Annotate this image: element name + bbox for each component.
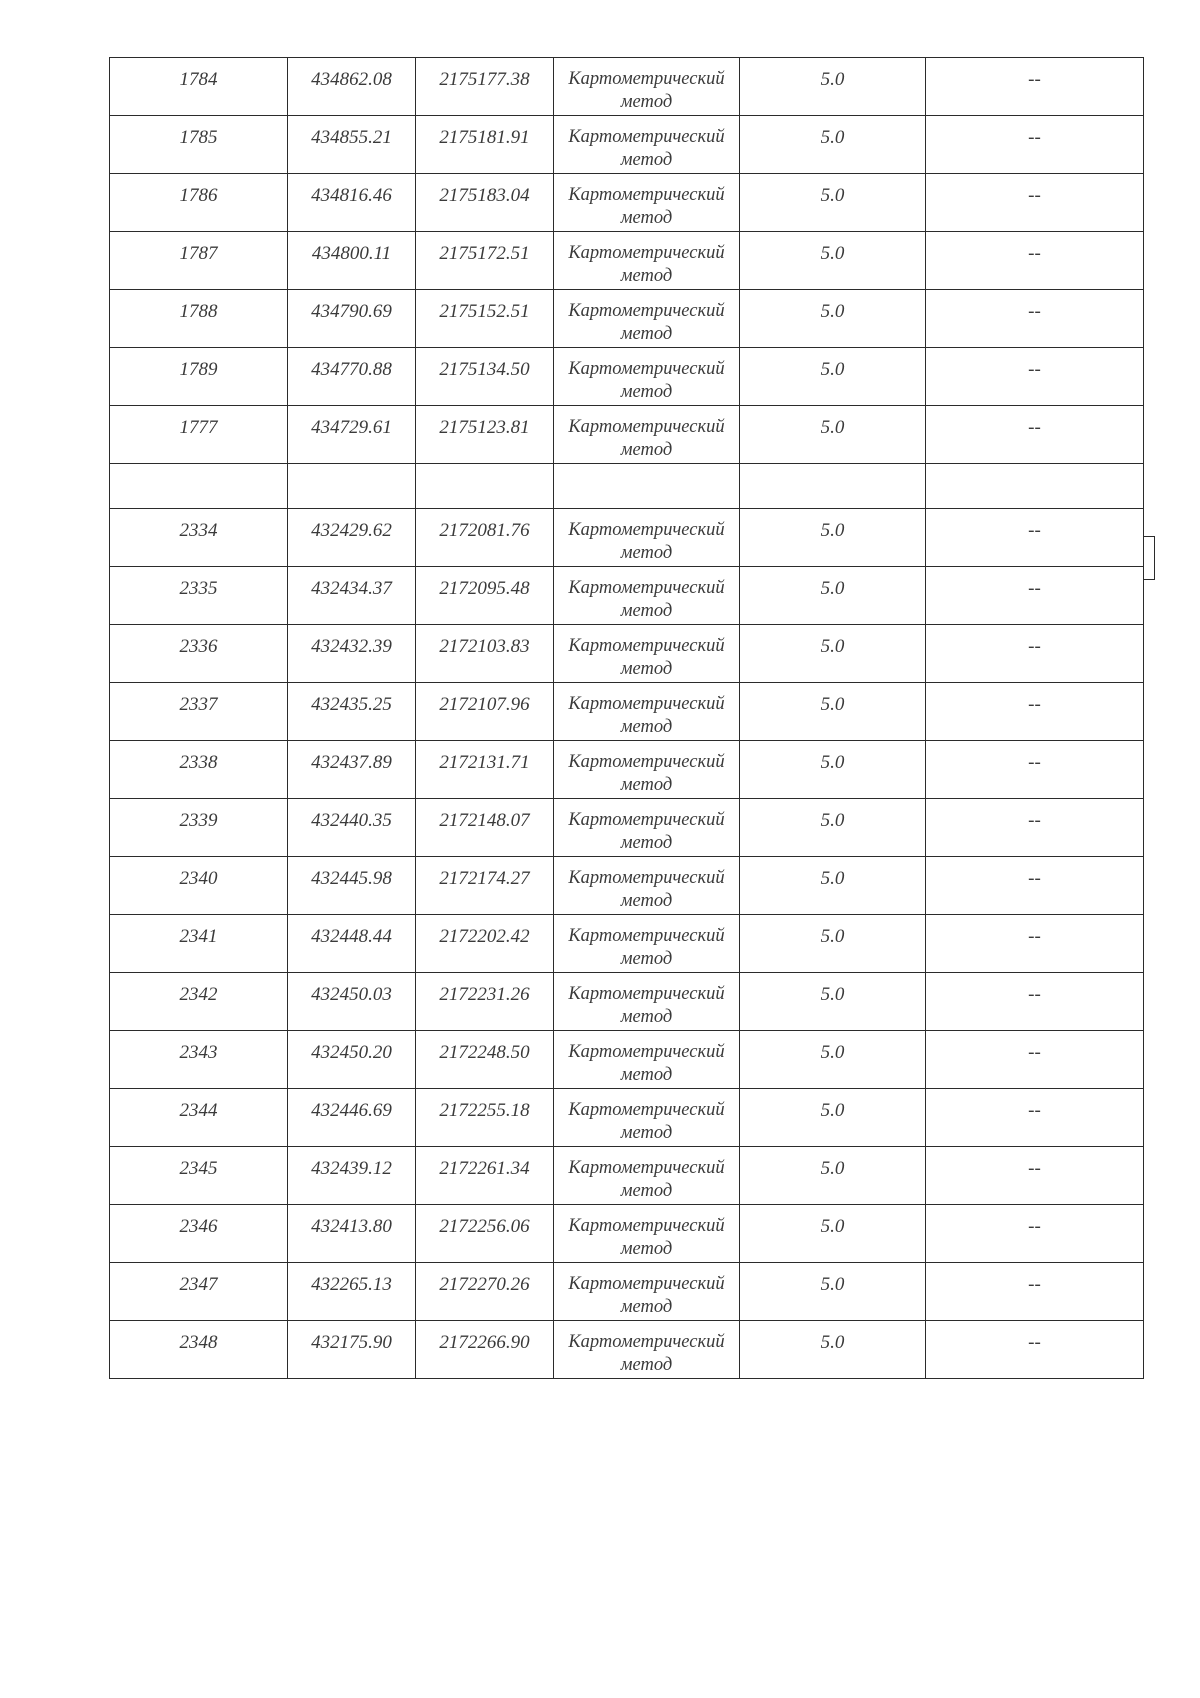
method-label-line2: метод xyxy=(620,833,673,853)
note-cell: -- xyxy=(926,509,1144,567)
point-number-cell: 2336 xyxy=(110,625,288,683)
accuracy-cell: 5.0 xyxy=(740,1147,926,1205)
table-edge-mark xyxy=(1143,536,1155,580)
table-row xyxy=(110,1321,1144,1379)
note-cell: -- xyxy=(926,915,1144,973)
method-label-line1: Картометрический xyxy=(568,69,725,89)
y-coordinate-cell: 2172255.18 xyxy=(416,1089,554,1147)
note-cell: -- xyxy=(926,1089,1144,1147)
method-cell xyxy=(554,232,740,290)
method-label-line2: метод xyxy=(620,92,673,112)
table-row xyxy=(110,58,1144,116)
point-number-cell: 2343 xyxy=(110,1031,288,1089)
table-row xyxy=(110,290,1144,348)
note-cell: -- xyxy=(926,116,1144,174)
method-label-line2: метод xyxy=(620,1123,673,1143)
method-cell xyxy=(554,406,740,464)
x-coordinate-cell: 432435.25 xyxy=(288,683,416,741)
method-label-line2: метод xyxy=(620,601,673,621)
accuracy-cell: 5.0 xyxy=(740,1205,926,1263)
method-label-line2: метод xyxy=(620,150,673,170)
table-row xyxy=(110,348,1144,406)
method-cell xyxy=(554,973,740,1031)
x-coordinate-cell: 432175.90 xyxy=(288,1321,416,1379)
method-cell xyxy=(554,915,740,973)
point-number-cell: 2338 xyxy=(110,741,288,799)
x-coordinate-cell: 432450.03 xyxy=(288,973,416,1031)
x-coordinate-cell: 432432.39 xyxy=(288,625,416,683)
table-separator-row xyxy=(110,464,1144,509)
accuracy-cell: 5.0 xyxy=(740,973,926,1031)
method-label-line1: Картометрический xyxy=(568,127,725,147)
method-label-line2: метод xyxy=(620,1355,673,1375)
point-number-cell: 2334 xyxy=(110,509,288,567)
table-row xyxy=(110,799,1144,857)
note-cell: -- xyxy=(926,348,1144,406)
x-coordinate-cell: 432446.69 xyxy=(288,1089,416,1147)
point-number-cell: 2337 xyxy=(110,683,288,741)
note-cell: -- xyxy=(926,290,1144,348)
table-row xyxy=(110,406,1144,464)
point-number-cell: 1785 xyxy=(110,116,288,174)
x-coordinate-cell: 434729.61 xyxy=(288,406,416,464)
x-coordinate-cell: 432437.89 xyxy=(288,741,416,799)
method-label-line1: Картометрический xyxy=(568,1158,725,1178)
x-coordinate-cell: 432413.80 xyxy=(288,1205,416,1263)
method-cell xyxy=(554,58,740,116)
point-number-cell: 2342 xyxy=(110,973,288,1031)
point-number-cell: 2339 xyxy=(110,799,288,857)
note-cell: -- xyxy=(926,973,1144,1031)
method-label-line2: метод xyxy=(620,891,673,911)
method-cell xyxy=(554,567,740,625)
y-coordinate-cell: 2172266.90 xyxy=(416,1321,554,1379)
table-row xyxy=(110,174,1144,232)
note-cell: -- xyxy=(926,857,1144,915)
accuracy-cell: 5.0 xyxy=(740,683,926,741)
table-row xyxy=(110,1205,1144,1263)
x-coordinate-cell: 434800.11 xyxy=(288,232,416,290)
point-number-cell: 1788 xyxy=(110,290,288,348)
point-number-cell: 1786 xyxy=(110,174,288,232)
method-cell xyxy=(554,1321,740,1379)
y-coordinate-cell: 2172148.07 xyxy=(416,799,554,857)
method-cell xyxy=(554,741,740,799)
note-cell: -- xyxy=(926,799,1144,857)
method-label-line1: Картометрический xyxy=(568,984,725,1004)
method-label-line1: Картометрический xyxy=(568,752,725,772)
point-number-cell: 1777 xyxy=(110,406,288,464)
note-cell: -- xyxy=(926,58,1144,116)
accuracy-cell: 5.0 xyxy=(740,58,926,116)
x-coordinate-cell: 432439.12 xyxy=(288,1147,416,1205)
note-cell: -- xyxy=(926,741,1144,799)
method-label-line1: Картометрический xyxy=(568,1042,725,1062)
separator-cell xyxy=(926,464,1144,509)
point-number-cell: 2344 xyxy=(110,1089,288,1147)
method-label-line2: метод xyxy=(620,1239,673,1259)
coordinates-table-body xyxy=(110,58,1144,1379)
method-label-line1: Картометрический xyxy=(568,185,725,205)
table-row xyxy=(110,973,1144,1031)
x-coordinate-cell: 432440.35 xyxy=(288,799,416,857)
accuracy-cell: 5.0 xyxy=(740,290,926,348)
table-row xyxy=(110,625,1144,683)
coordinates-table xyxy=(109,57,1144,1379)
note-cell: -- xyxy=(926,625,1144,683)
y-coordinate-cell: 2175172.51 xyxy=(416,232,554,290)
method-label-line2: метод xyxy=(620,1007,673,1027)
point-number-cell: 2341 xyxy=(110,915,288,973)
method-label-line1: Картометрический xyxy=(568,243,725,263)
note-cell: -- xyxy=(926,1205,1144,1263)
y-coordinate-cell: 2175183.04 xyxy=(416,174,554,232)
x-coordinate-cell: 432429.62 xyxy=(288,509,416,567)
method-label-line1: Картометрический xyxy=(568,578,725,598)
method-cell xyxy=(554,116,740,174)
accuracy-cell: 5.0 xyxy=(740,1321,926,1379)
separator-cell xyxy=(288,464,416,509)
note-cell: -- xyxy=(926,1263,1144,1321)
table-row xyxy=(110,857,1144,915)
method-label-line1: Картометрический xyxy=(568,417,725,437)
y-coordinate-cell: 2172081.76 xyxy=(416,509,554,567)
x-coordinate-cell: 434862.08 xyxy=(288,58,416,116)
method-label-line2: метод xyxy=(620,1181,673,1201)
method-label-line1: Картометрический xyxy=(568,636,725,656)
method-label-line2: метод xyxy=(620,659,673,679)
table-row xyxy=(110,1263,1144,1321)
accuracy-cell: 5.0 xyxy=(740,232,926,290)
accuracy-cell: 5.0 xyxy=(740,625,926,683)
y-coordinate-cell: 2172103.83 xyxy=(416,625,554,683)
note-cell: -- xyxy=(926,683,1144,741)
method-label-line1: Картометрический xyxy=(568,810,725,830)
y-coordinate-cell: 2172202.42 xyxy=(416,915,554,973)
x-coordinate-cell: 432265.13 xyxy=(288,1263,416,1321)
method-label-line1: Картометрический xyxy=(568,694,725,714)
note-cell: -- xyxy=(926,232,1144,290)
x-coordinate-cell: 432450.20 xyxy=(288,1031,416,1089)
method-cell xyxy=(554,290,740,348)
note-cell: -- xyxy=(926,174,1144,232)
x-coordinate-cell: 432445.98 xyxy=(288,857,416,915)
accuracy-cell: 5.0 xyxy=(740,174,926,232)
method-label-line2: метод xyxy=(620,717,673,737)
method-label-line2: метод xyxy=(620,324,673,344)
method-label-line2: метод xyxy=(620,1297,673,1317)
method-cell xyxy=(554,799,740,857)
accuracy-cell: 5.0 xyxy=(740,348,926,406)
y-coordinate-cell: 2172095.48 xyxy=(416,567,554,625)
accuracy-cell: 5.0 xyxy=(740,1263,926,1321)
point-number-cell: 2345 xyxy=(110,1147,288,1205)
accuracy-cell: 5.0 xyxy=(740,915,926,973)
note-cell: -- xyxy=(926,406,1144,464)
accuracy-cell: 5.0 xyxy=(740,799,926,857)
point-number-cell: 2335 xyxy=(110,567,288,625)
method-cell xyxy=(554,1031,740,1089)
y-coordinate-cell: 2175177.38 xyxy=(416,58,554,116)
point-number-cell: 1784 xyxy=(110,58,288,116)
separator-cell xyxy=(110,464,288,509)
table-row xyxy=(110,509,1144,567)
method-cell xyxy=(554,683,740,741)
separator-cell xyxy=(416,464,554,509)
method-cell xyxy=(554,174,740,232)
method-label-line1: Картометрический xyxy=(568,1332,725,1352)
y-coordinate-cell: 2175123.81 xyxy=(416,406,554,464)
accuracy-cell: 5.0 xyxy=(740,741,926,799)
note-cell: -- xyxy=(926,1147,1144,1205)
x-coordinate-cell: 432434.37 xyxy=(288,567,416,625)
method-label-line1: Картометрический xyxy=(568,1216,725,1236)
method-label-line2: метод xyxy=(620,775,673,795)
accuracy-cell: 5.0 xyxy=(740,1031,926,1089)
separator-cell xyxy=(554,464,740,509)
point-number-cell: 2348 xyxy=(110,1321,288,1379)
accuracy-cell: 5.0 xyxy=(740,1089,926,1147)
table-row xyxy=(110,116,1144,174)
method-label-line2: метод xyxy=(620,382,673,402)
table-row xyxy=(110,915,1144,973)
table-row xyxy=(110,683,1144,741)
y-coordinate-cell: 2175181.91 xyxy=(416,116,554,174)
y-coordinate-cell: 2175152.51 xyxy=(416,290,554,348)
table-row xyxy=(110,1089,1144,1147)
point-number-cell: 2340 xyxy=(110,857,288,915)
table-row xyxy=(110,1031,1144,1089)
method-label-line2: метод xyxy=(620,208,673,228)
table-row xyxy=(110,232,1144,290)
accuracy-cell: 5.0 xyxy=(740,567,926,625)
method-label-line1: Картометрический xyxy=(568,868,725,888)
method-label-line2: метод xyxy=(620,440,673,460)
method-label-line2: метод xyxy=(620,543,673,563)
y-coordinate-cell: 2172261.34 xyxy=(416,1147,554,1205)
x-coordinate-cell: 434855.21 xyxy=(288,116,416,174)
method-label-line1: Картометрический xyxy=(568,520,725,540)
y-coordinate-cell: 2172231.26 xyxy=(416,973,554,1031)
y-coordinate-cell: 2172256.06 xyxy=(416,1205,554,1263)
point-number-cell: 1787 xyxy=(110,232,288,290)
y-coordinate-cell: 2172174.27 xyxy=(416,857,554,915)
method-label-line2: метод xyxy=(620,949,673,969)
table-row xyxy=(110,741,1144,799)
x-coordinate-cell: 434790.69 xyxy=(288,290,416,348)
method-label-line1: Картометрический xyxy=(568,926,725,946)
accuracy-cell: 5.0 xyxy=(740,406,926,464)
x-coordinate-cell: 434816.46 xyxy=(288,174,416,232)
method-label-line2: метод xyxy=(620,1065,673,1085)
y-coordinate-cell: 2175134.50 xyxy=(416,348,554,406)
x-coordinate-cell: 432448.44 xyxy=(288,915,416,973)
method-cell xyxy=(554,1205,740,1263)
table-row xyxy=(110,1147,1144,1205)
method-cell xyxy=(554,625,740,683)
y-coordinate-cell: 2172270.26 xyxy=(416,1263,554,1321)
y-coordinate-cell: 2172131.71 xyxy=(416,741,554,799)
point-number-cell: 2346 xyxy=(110,1205,288,1263)
method-cell xyxy=(554,1089,740,1147)
note-cell: -- xyxy=(926,1321,1144,1379)
method-cell xyxy=(554,509,740,567)
note-cell: -- xyxy=(926,567,1144,625)
point-number-cell: 2347 xyxy=(110,1263,288,1321)
x-coordinate-cell: 434770.88 xyxy=(288,348,416,406)
separator-cell xyxy=(740,464,926,509)
accuracy-cell: 5.0 xyxy=(740,116,926,174)
method-label-line1: Картометрический xyxy=(568,1274,725,1294)
point-number-cell: 1789 xyxy=(110,348,288,406)
method-label-line2: метод xyxy=(620,266,673,286)
method-label-line1: Картометрический xyxy=(568,359,725,379)
note-cell: -- xyxy=(926,1031,1144,1089)
y-coordinate-cell: 2172248.50 xyxy=(416,1031,554,1089)
method-label-line1: Картометрический xyxy=(568,301,725,321)
method-cell xyxy=(554,857,740,915)
accuracy-cell: 5.0 xyxy=(740,509,926,567)
y-coordinate-cell: 2172107.96 xyxy=(416,683,554,741)
method-label-line1: Картометрический xyxy=(568,1100,725,1120)
accuracy-cell: 5.0 xyxy=(740,857,926,915)
method-cell xyxy=(554,1147,740,1205)
table-row xyxy=(110,567,1144,625)
method-cell xyxy=(554,1263,740,1321)
method-cell xyxy=(554,348,740,406)
